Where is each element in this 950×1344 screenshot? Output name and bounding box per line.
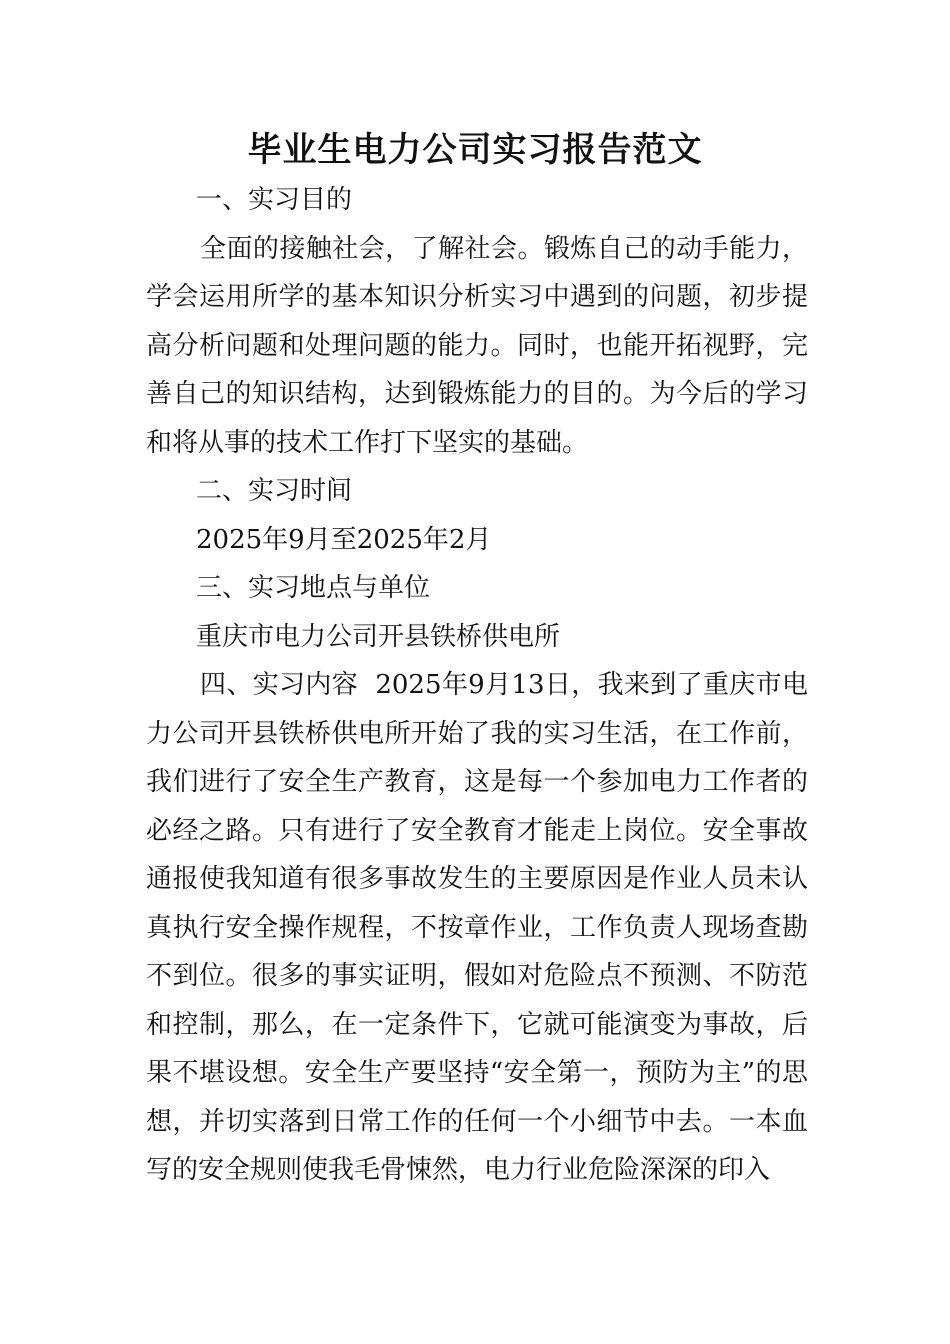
section-heading-time: 二、实习时间 [196, 476, 353, 506]
section-heading-purpose: 一、实习目的 [196, 185, 353, 215]
document-body [146, 176, 808, 1195]
section-body-content: 四、实习内容 2025年9月13日，我来到了重庆市电力公司开县铁桥供电所开始了我的实习生活，在工作前，我们进行了安全生产教育，这是每一个参加电力工作者的必经之路。只有进行了安全教育才能走上岗位。安全事故通报使我知道有很多事故发生的主要原因是作业人员未认真执行安全操作规程，不按章作业，工作负责人现场查勘不到位。很多的事实证明，假如对危险点不预测、不防范和控制，那么，在一定条件下，它就可能演变为事故，后果不堪设想。安全生产要坚持“安全第一，预防为主”的思想，并切实落到日常工作的任何一个小细节中去。一本血写的安全规则使我毛骨悚然，电力行业危险深深的印入 [146, 670, 808, 1185]
section-heading-location: 三、实习地点与单位 [196, 573, 431, 603]
document-title: 毕业生电力公司实习报告范文 [247, 130, 703, 170]
section-body-purpose: 全面的接触社会，了解社会。锻炼自己的动手能力，学会运用所学的基本知识分析实习中遇到的问题，初步提高分析问题和处理问题的能力。同时，也能开拓视野，完善自己的知识结构，达到锻炼能力的目的。为今后的学习和将从事的技术工作打下坚实的基础。 [146, 233, 808, 458]
section-body-time: 2025年9月至2025年2月 [196, 524, 492, 555]
section-body-location: 重庆市电力公司开县铁桥供电所 [196, 621, 561, 652]
